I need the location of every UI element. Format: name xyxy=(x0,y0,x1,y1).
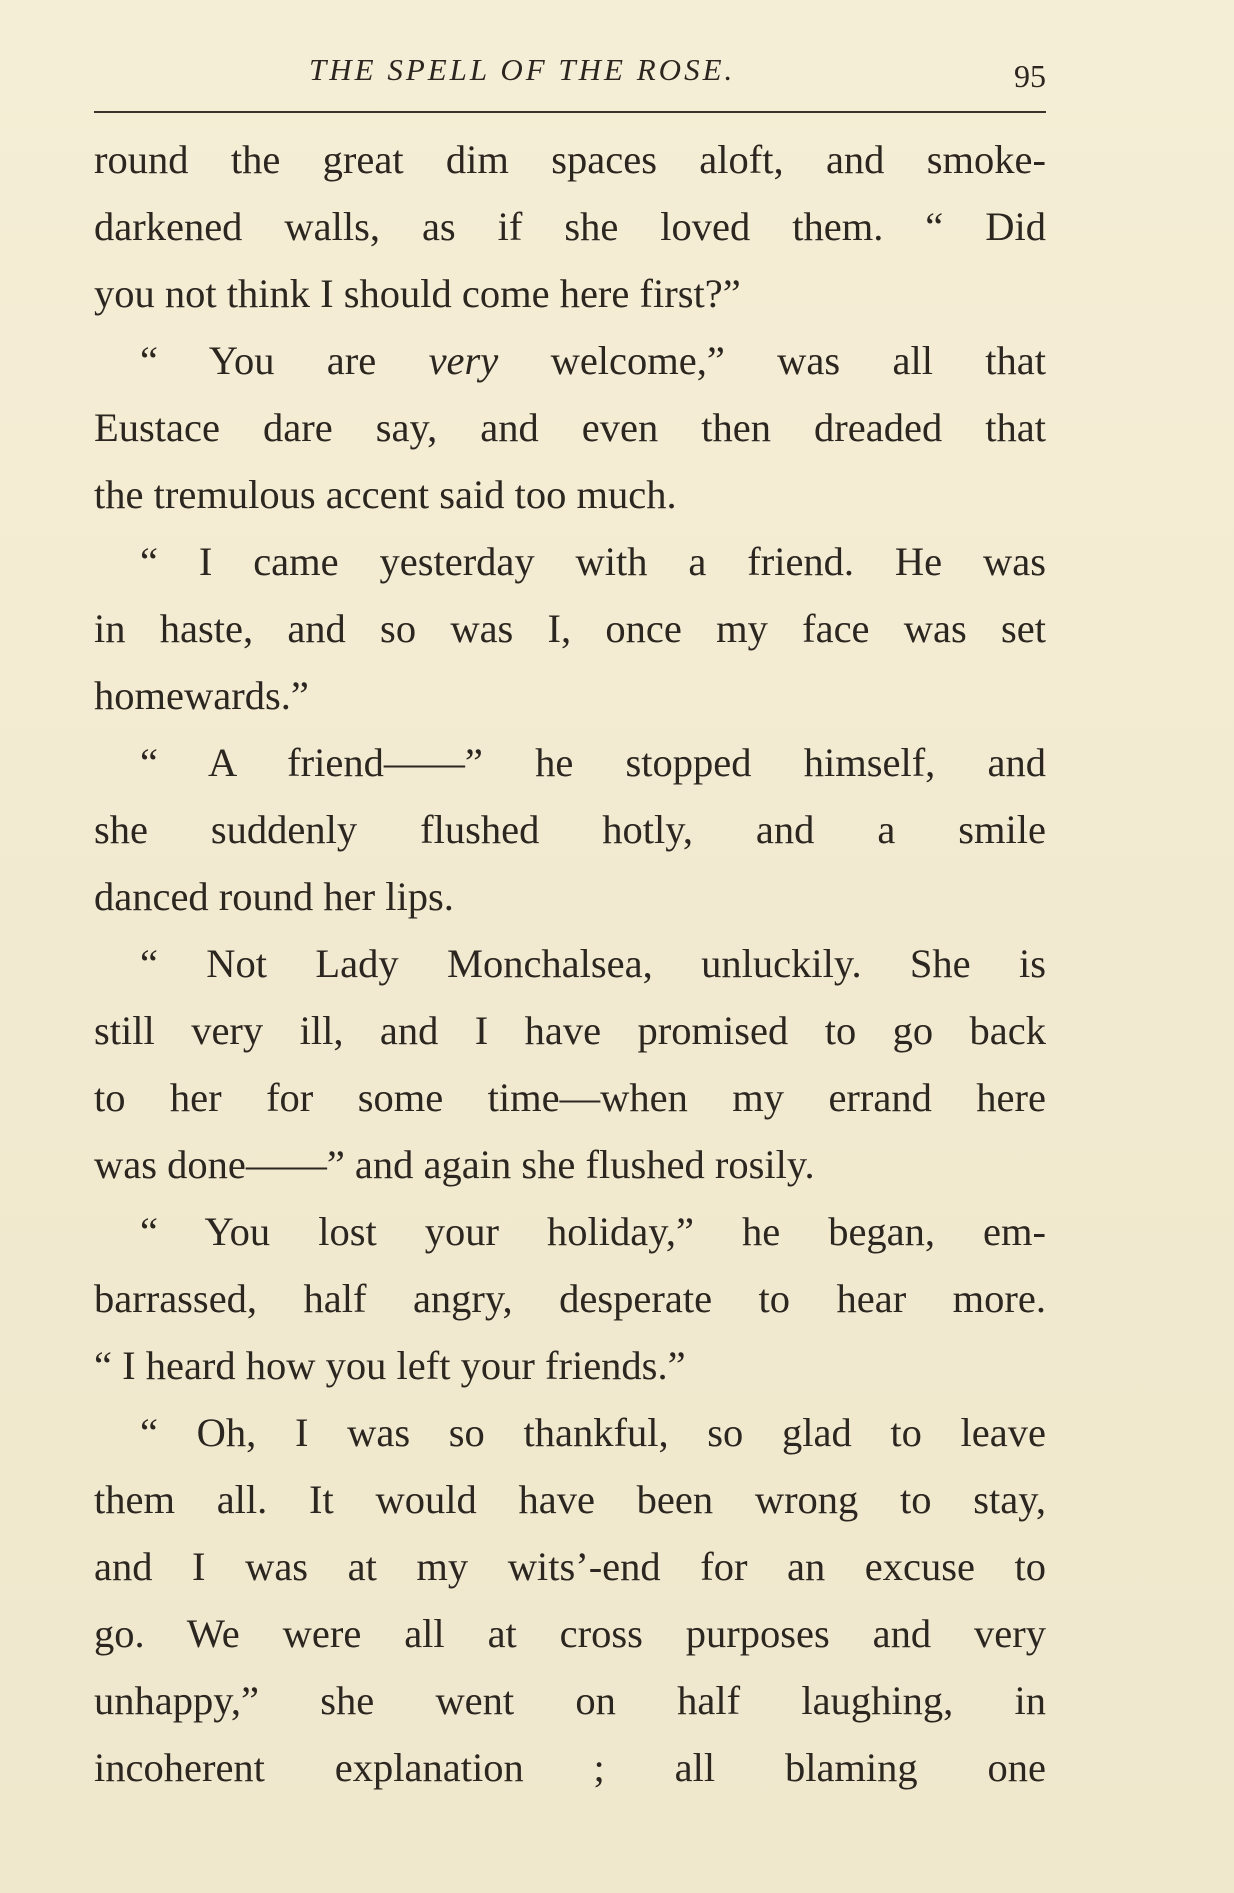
text-line: go. We were all at cross purposes and very xyxy=(94,1611,1046,1656)
running-head xyxy=(94,48,1046,98)
text-line: danced round her lips. xyxy=(94,874,454,919)
text-line: and I was at my wits’-end for an excuse to xyxy=(94,1544,1046,1589)
text-line: “ You lost your holiday,” he began, em- xyxy=(140,1209,1046,1254)
text-line: the tremulous accent said too much. xyxy=(94,472,677,517)
text-line: darkened walls, as if she loved them. “ Did xyxy=(94,204,1046,249)
header-rule xyxy=(94,111,1046,113)
text-line: “ Not Lady Monchalsea, unluckily. She is xyxy=(140,941,1046,986)
running-title: THE SPELL OF THE ROSE. xyxy=(309,52,736,87)
text-line: still very ill, and I have promised to go back xyxy=(94,1008,1046,1053)
emphasis-very: very xyxy=(428,338,499,383)
body-text xyxy=(94,126,1046,1801)
text-line: she suddenly flushed hotly, and a smile xyxy=(94,807,1046,852)
text-line: “ Oh, I was so thankful, so glad to leave xyxy=(140,1410,1046,1455)
text-line: them all. It would have been wrong to stay, xyxy=(94,1477,1046,1522)
text-line: Eustace dare say, and even then dreaded that xyxy=(94,405,1046,450)
text-line xyxy=(94,327,1046,394)
text-line: “ A friend——” he stopped himself, and xyxy=(140,740,1046,785)
text-line: round the great dim spaces aloft, and smoke- xyxy=(94,137,1046,182)
text-line: in haste, and so was I, once my face was set xyxy=(94,606,1046,651)
text-line: you not think I should come here first?” xyxy=(94,271,741,316)
text-line: homewards.” xyxy=(94,673,309,718)
text-line: to her for some time—when my errand here xyxy=(94,1075,1046,1120)
text-line: barrassed, half angry, desperate to hear more. xyxy=(94,1276,1046,1321)
text-line: unhappy,” she went on half laughing, in xyxy=(94,1678,1046,1723)
text-line: was done——” and again she flushed rosily. xyxy=(94,1142,815,1187)
page-number: 95 xyxy=(1014,58,1046,94)
text-line: “ I heard how you left your friends.” xyxy=(94,1343,686,1388)
text-line: incoherent explanation ; all blaming one xyxy=(94,1745,1046,1790)
text-segment: “ You are very welcome,” was all that xyxy=(140,338,1046,383)
text-line: “ I came yesterday with a friend. He was xyxy=(140,539,1046,584)
